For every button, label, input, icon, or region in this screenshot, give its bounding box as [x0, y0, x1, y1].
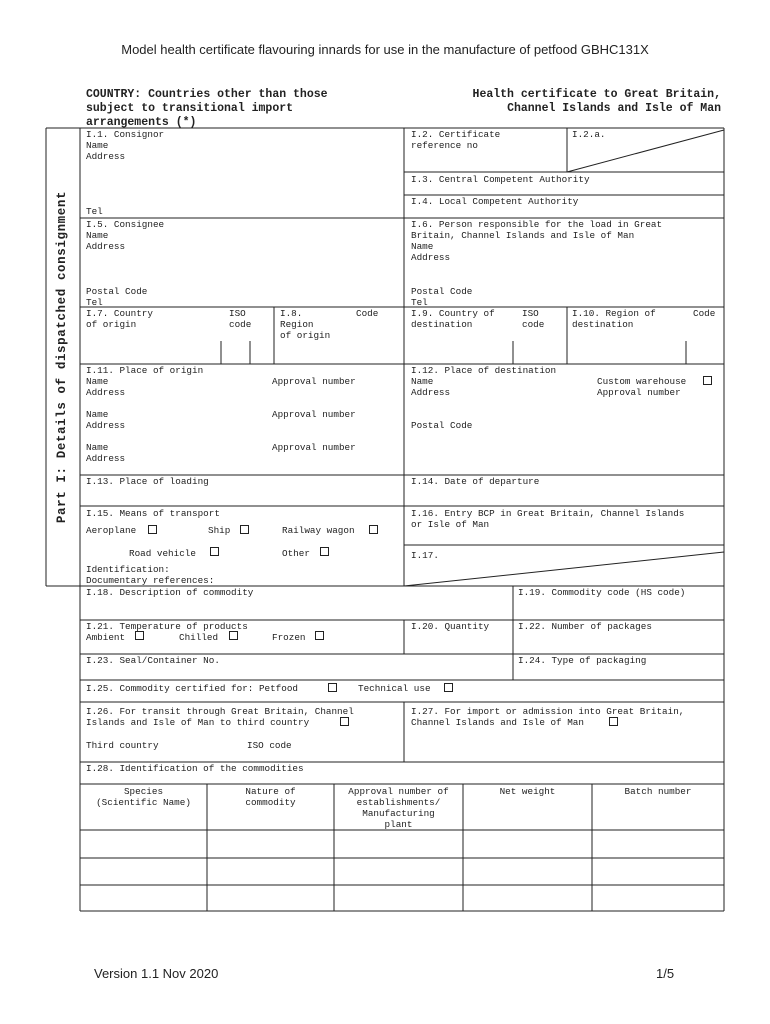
- number-packages-label: I.22. Number of packages: [518, 621, 652, 632]
- technical-use-checkbox[interactable]: [444, 683, 453, 692]
- seal-container-label: I.23. Seal/Container No.: [86, 655, 220, 666]
- origin-approval-label-1: Approval number: [272, 376, 356, 387]
- aeroplane-checkbox[interactable]: [148, 525, 157, 534]
- region-origin-label: I.8. Region of origin: [280, 308, 331, 341]
- ship-checkbox[interactable]: [240, 525, 249, 534]
- consignor-tel-label: Tel: [86, 206, 103, 217]
- origin-address-label-1: Address: [86, 387, 126, 398]
- ambient-label: Ambient: [86, 632, 126, 643]
- ambient-checkbox[interactable]: [135, 631, 144, 640]
- consignee-name-label: Name: [86, 230, 109, 241]
- road-vehicle-checkbox[interactable]: [210, 547, 219, 556]
- person-responsible-label: I.6. Person responsible for the load in Great Britain, Channel Islands and Isle of Man: [411, 219, 663, 241]
- quantity-label: I.20. Quantity: [411, 621, 490, 632]
- table-header-net-weight: Net weight: [499, 786, 556, 797]
- place-origin-label: I.11. Place of origin: [86, 365, 204, 376]
- origin-name-label-3: Name: [86, 442, 109, 453]
- consignee-postal-label: Postal Code: [86, 286, 148, 297]
- origin-address-label-3: Address: [86, 453, 126, 464]
- origin-name-label-2: Name: [86, 409, 109, 420]
- person-name-label: Name: [411, 241, 434, 252]
- person-postal-label: Postal Code: [411, 286, 473, 297]
- region-destination-code-label: Code: [693, 308, 716, 319]
- part-label-text: Part I: Details of dispatched consignment: [55, 190, 69, 524]
- origin-address-label-2: Address: [86, 420, 126, 431]
- table-header-batch: Batch number: [624, 786, 692, 797]
- footer-version: Version 1.1 Nov 2020: [94, 966, 219, 981]
- origin-name-label-1: Name: [86, 376, 109, 387]
- country-heading: COUNTRY: Countries other than those subject to transitional import arrangements (*): [86, 88, 328, 129]
- commodity-code-label: I.19. Commodity code (HS code): [518, 587, 686, 598]
- table-header-nature: Nature of commodity: [245, 786, 296, 808]
- consignee-address-label: Address: [86, 241, 126, 252]
- other-checkbox[interactable]: [320, 547, 329, 556]
- technical-use-label: Technical use: [358, 683, 431, 694]
- certificate-heading: Health certificate to Great Britain, Channel Islands and Isle of Man: [472, 88, 721, 115]
- certificate-reference-label: I.2. Certificate reference no: [411, 129, 501, 151]
- third-country-iso-label: ISO code: [247, 740, 292, 751]
- local-authority-label: I.4. Local Competent Authority: [411, 196, 579, 207]
- commodity-certified-label: I.25. Commodity certified for: Petfood: [86, 683, 299, 694]
- country-origin-label: I.7. Country of origin: [86, 308, 153, 330]
- identification-commodities-label: I.28. Identification of the commodities: [86, 763, 304, 774]
- means-transport-label: I.15. Means of transport: [86, 508, 220, 519]
- custom-warehouse-label: Custom warehouse: [597, 376, 687, 387]
- import-admission-label: I.27. For import or admission into Great Britain, Channel Islands and Isle of Man: [411, 706, 685, 728]
- frozen-label: Frozen: [272, 632, 306, 643]
- railway-wagon-label: Railway wagon: [282, 525, 355, 536]
- footer-page-number: 1/5: [656, 966, 675, 981]
- consignee-tel-label: Tel: [86, 297, 103, 308]
- entry-bcp-label: I.16. Entry BCP in Great Britain, Channel Islands or Isle of Man: [411, 508, 685, 530]
- road-vehicle-label: Road vehicle: [129, 548, 196, 559]
- i17-label: I.17.: [411, 550, 439, 561]
- country-destination-label: I.9. Country of destination: [411, 308, 495, 330]
- table-header-approval: Approval number of establishments/ Manufacturing plant: [348, 786, 449, 830]
- chilled-label: Chilled: [179, 632, 219, 643]
- consignor-label: I.1. Consignor: [86, 129, 165, 140]
- origin-iso-label: ISO code: [229, 308, 252, 330]
- consignee-label: I.5. Consignee: [86, 219, 165, 230]
- person-address-label: Address: [411, 252, 451, 263]
- frozen-checkbox[interactable]: [315, 631, 324, 640]
- destination-address-label: Address: [411, 387, 451, 398]
- destination-name-label: Name: [411, 376, 434, 387]
- import-admission-checkbox[interactable]: [609, 717, 618, 726]
- other-label: Other: [282, 548, 310, 559]
- documentary-references-label: Documentary references:: [86, 575, 215, 586]
- table-header-species: Species (Scientific Name): [96, 786, 191, 808]
- railway-wagon-checkbox[interactable]: [369, 525, 378, 534]
- transit-label: I.26. For transit through Great Britain, Channel Islands and Isle of Man to third country: [86, 706, 354, 728]
- i2a-label: I.2.a.: [572, 129, 606, 140]
- destination-iso-label: ISO code: [522, 308, 545, 330]
- destination-postal-label: Postal Code: [411, 420, 473, 431]
- origin-approval-label-2: Approval number: [272, 409, 356, 420]
- origin-approval-label-3: Approval number: [272, 442, 356, 453]
- consignor-address-label: Address: [86, 151, 126, 162]
- place-loading-label: I.13. Place of loading: [86, 476, 209, 487]
- document-title: Model health certificate flavouring innards for use in the manufacture of petfood GBHC131X: [121, 42, 649, 57]
- petfood-checkbox[interactable]: [328, 683, 337, 692]
- identification-label: Identification:: [86, 564, 170, 575]
- type-packaging-label: I.24. Type of packaging: [518, 655, 647, 666]
- place-destination-label: I.12. Place of destination: [411, 365, 557, 376]
- ship-label: Ship: [208, 525, 231, 536]
- person-tel-label: Tel: [411, 297, 428, 308]
- third-country-label: Third country: [86, 740, 159, 751]
- region-origin-code-label: Code: [356, 308, 379, 319]
- description-commodity-label: I.18. Description of commodity: [86, 587, 254, 598]
- temperature-label: I.21. Temperature of products: [86, 621, 248, 632]
- custom-warehouse-checkbox[interactable]: [703, 376, 712, 385]
- region-destination-label: I.10. Region of destination: [572, 308, 656, 330]
- central-authority-label: I.3. Central Competent Authority: [411, 174, 590, 185]
- date-departure-label: I.14. Date of departure: [411, 476, 540, 487]
- consignor-name-label: Name: [86, 140, 109, 151]
- transit-checkbox[interactable]: [340, 717, 349, 726]
- aeroplane-label: Aeroplane: [86, 525, 137, 536]
- destination-approval-label: Approval number: [597, 387, 681, 398]
- chilled-checkbox[interactable]: [229, 631, 238, 640]
